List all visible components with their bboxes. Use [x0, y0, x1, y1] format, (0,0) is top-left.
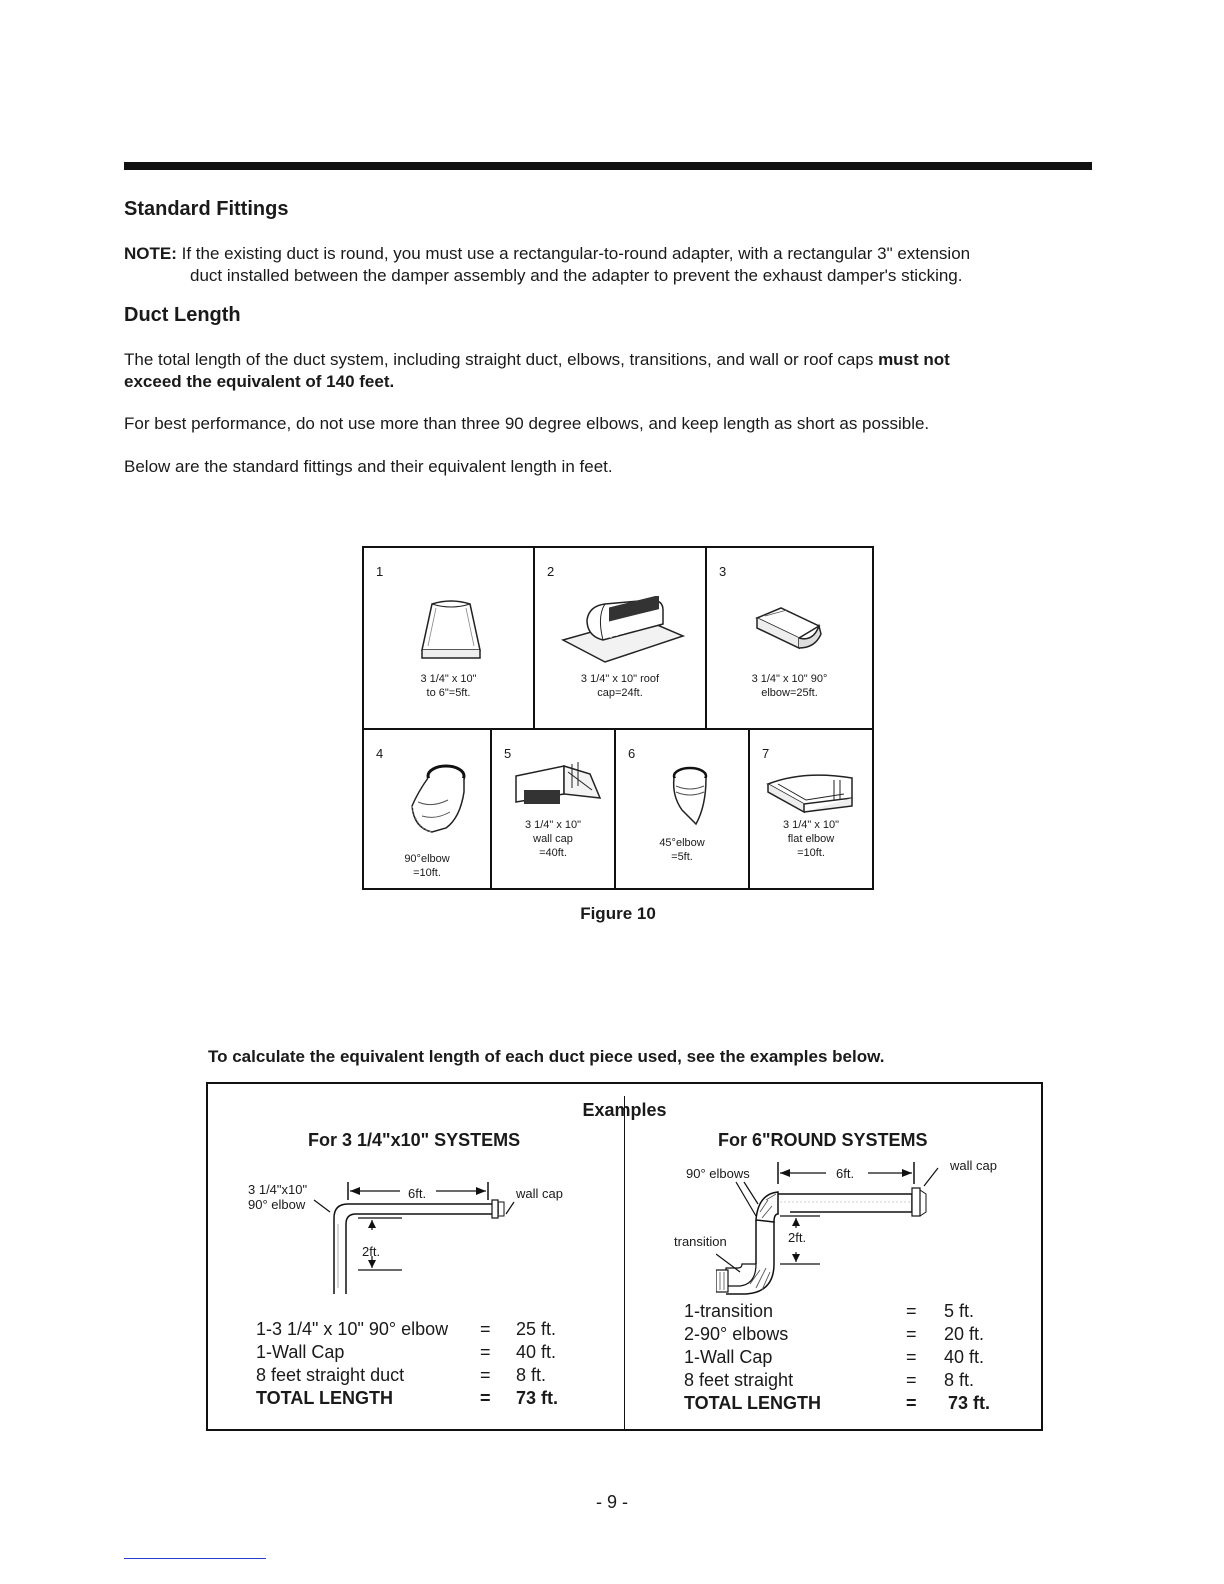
row-label: 8 feet straight: [684, 1370, 794, 1390]
row-equals: =: [480, 1319, 491, 1339]
row-label: 1-Wall Cap: [256, 1342, 345, 1362]
fitting-caption-line: =10ft.: [797, 847, 825, 859]
fitting-caption-line: 3 1/4" x 10" roof: [580, 673, 660, 685]
right-transition-label: transition: [674, 1234, 727, 1249]
fitting-caption: [750, 818, 872, 860]
note-label: NOTE:: [124, 244, 177, 263]
examples-intro: To calculate the equivalent length of each duct piece used, see the examples below.: [208, 1047, 885, 1066]
fitting-cell-1: [364, 548, 533, 728]
row-value: 73 ft.: [516, 1388, 559, 1408]
row-value: 5 ft.: [944, 1301, 975, 1321]
fitting-caption-line: elbow=25ft.: [761, 687, 818, 699]
row-label: 1-Wall Cap: [684, 1347, 773, 1367]
fitting-caption-line: 3 1/4" x 10": [782, 819, 840, 831]
fitting-number: 6: [628, 746, 636, 761]
row-value: 20 ft.: [944, 1324, 985, 1344]
para1-limit: exceed the equivalent of 140 feet.: [124, 372, 395, 391]
fitting-caption: [535, 672, 705, 700]
fitting-number: 1: [376, 564, 384, 579]
right-system-title: For 6"ROUND SYSTEMS: [718, 1130, 928, 1150]
row-label: TOTAL LENGTH: [684, 1393, 821, 1413]
row-equals: =: [906, 1393, 917, 1413]
right-elbows-label: 90° elbows: [686, 1166, 750, 1181]
examples-divider: [624, 1096, 625, 1431]
duct-length-para-2: For best performance, do not use more than three 90 degree elbows, and keep length as short as possible.: [124, 414, 930, 433]
round-elbow-45-icon: [666, 766, 712, 828]
row-label: 8 feet straight duct: [256, 1365, 405, 1385]
row-equals: =: [480, 1388, 491, 1408]
figure-caption: Figure 10: [580, 904, 656, 923]
fitting-caption-line: 3 1/4" x 10" 90°: [751, 673, 828, 685]
fitting-caption-line: =40ft.: [539, 847, 567, 859]
fitting-caption-line: 90°elbow: [404, 853, 450, 865]
fitting-caption-line: wall cap: [533, 833, 573, 845]
row-value: 25 ft.: [516, 1319, 557, 1339]
transition-adapter-icon: [418, 598, 484, 662]
right-horiz-dim: 6ft.: [836, 1166, 855, 1181]
duct-length-para-1: [124, 349, 1084, 393]
left-vert-dim: 2ft.: [362, 1244, 381, 1259]
fitting-caption-line: 3 1/4" x 10": [524, 819, 582, 831]
fitting-caption: [364, 852, 490, 880]
right-vert-dim: 2ft.: [788, 1230, 807, 1245]
row-equals: =: [906, 1347, 917, 1367]
fitting-caption-line: to 6"=5ft.: [426, 687, 471, 699]
heading-standard-fittings: Standard Fittings: [124, 198, 289, 220]
row-equals: =: [906, 1324, 917, 1344]
row-equals: =: [906, 1370, 917, 1390]
row-value: 73 ft.: [948, 1393, 991, 1413]
figure-10-fittings: [362, 546, 874, 890]
left-elbow-label-line: 3 1/4"x10": [248, 1182, 308, 1197]
row-equals: =: [480, 1342, 491, 1362]
fitting-cell-6: [616, 730, 748, 888]
fitting-cell-2: [535, 548, 705, 728]
fitting-number: 2: [547, 564, 555, 579]
roof-cap-icon: [559, 596, 685, 666]
fitting-caption: [707, 672, 872, 700]
note-paragraph: [124, 243, 970, 265]
fitting-caption-line: 45°elbow: [659, 837, 705, 849]
row-label: 2-90° elbows: [684, 1324, 789, 1344]
flat-elbow-icon: [764, 768, 862, 814]
fitting-number: 4: [376, 746, 384, 761]
row-label: 1-3 1/4" x 10" 90° elbow: [256, 1319, 449, 1339]
row-label: 1-transition: [684, 1301, 774, 1321]
row-equals: =: [480, 1365, 491, 1385]
left-horiz-dim: 6ft.: [408, 1186, 427, 1201]
left-wall-cap-label: wall cap: [516, 1186, 563, 1201]
footer-rule: [124, 1558, 266, 1559]
note-line-2: duct installed between the damper assembly and the adapter to prevent the exhaust damper's sticking.: [190, 266, 963, 285]
fitting-number: 5: [504, 746, 512, 761]
duct-length-para-3: Below are the standard fittings and their equivalent length in feet.: [124, 457, 613, 476]
fitting-cell-5: [492, 730, 614, 888]
fitting-caption: [616, 836, 748, 864]
right-wall-cap-label: wall cap: [950, 1158, 997, 1173]
examples-title: Examples: [582, 1100, 667, 1120]
fitting-cell-3: [707, 548, 872, 728]
fitting-number: 3: [719, 564, 727, 579]
left-elbow-label: [248, 1182, 307, 1212]
fitting-caption-line: =5ft.: [671, 851, 693, 863]
examples-box: [206, 1082, 1043, 1431]
right-duct-diagram: [716, 1160, 942, 1296]
left-duct-diagram: [308, 1178, 518, 1294]
row-value: 40 ft.: [944, 1347, 985, 1367]
para1-must-not: must not: [878, 350, 950, 369]
fitting-cell-7: [750, 730, 872, 888]
round-elbow-90-icon: [402, 762, 468, 836]
row-value: 8 ft.: [516, 1365, 547, 1385]
fitting-caption-line: =10ft.: [413, 867, 441, 879]
elbow-90-rect-icon: [751, 604, 827, 650]
fitting-caption: [364, 672, 533, 700]
row-equals: =: [906, 1301, 917, 1321]
left-system-title: For 3 1/4"x10" SYSTEMS: [308, 1130, 521, 1150]
fitting-number: 7: [762, 746, 770, 761]
fitting-caption-line: flat elbow: [787, 833, 835, 845]
left-elbow-label-line: 90° elbow: [248, 1197, 306, 1212]
note-line-1: If the existing duct is round, you must use a rectangular-to-round adapter, with a rectangular 3" extension: [181, 244, 971, 263]
row-value: 40 ft.: [516, 1342, 557, 1362]
page-number: - 9 -: [595, 1492, 628, 1512]
row-label: TOTAL LENGTH: [256, 1388, 393, 1408]
row-value: 8 ft.: [944, 1370, 975, 1390]
fitting-caption-line: cap=24ft.: [597, 687, 643, 699]
wall-cap-icon: [512, 760, 604, 812]
top-rule: [124, 162, 1092, 170]
fitting-caption-line: 3 1/4" x 10": [420, 673, 477, 685]
para1-text: The total length of the duct system, including straight duct, elbows, transitions, and wall or roof caps: [124, 350, 879, 369]
heading-duct-length: Duct Length: [124, 304, 241, 326]
fitting-cell-4: [364, 730, 490, 888]
fitting-caption: [492, 818, 614, 860]
